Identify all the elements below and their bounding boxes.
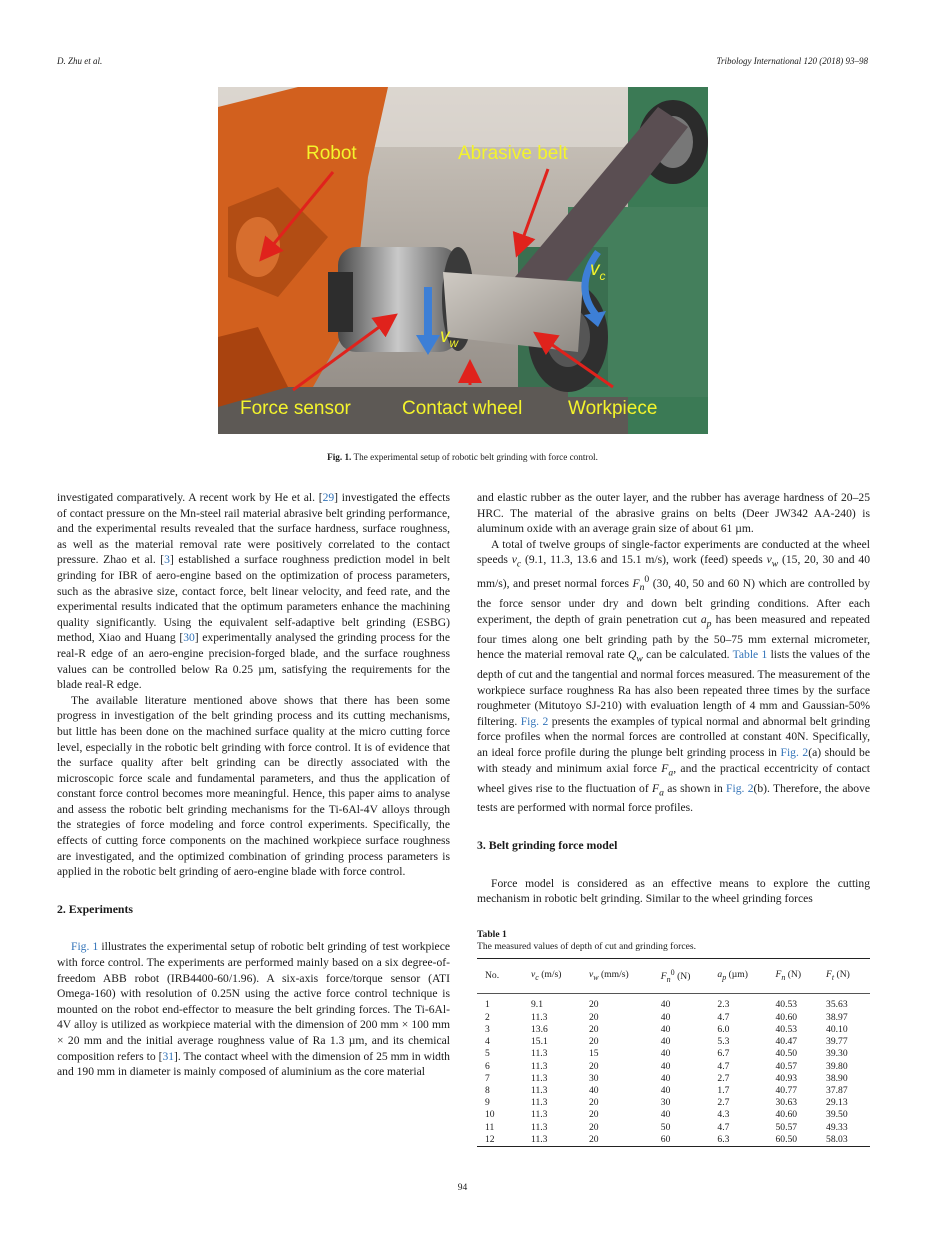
table-header-row xyxy=(477,958,870,994)
ref-29-link[interactable]: 29 xyxy=(322,491,335,504)
table-row: 7 11.3 30 40 2.7 40.93 38.90 xyxy=(485,1072,848,1084)
label-workpiece: Workpiece xyxy=(568,398,658,419)
label-contact-wheel: Contact wheel xyxy=(402,398,523,419)
table-row: 3 13.6 20 40 6.0 40.53 40.10 xyxy=(485,1023,848,1035)
col-vc: $v_c$ (m/s) xyxy=(531,968,562,982)
ref-30-link[interactable]: 30 xyxy=(183,631,195,645)
table-body xyxy=(477,994,870,1146)
label-vw-sub: w xyxy=(449,336,459,350)
table-row: 10 11.3 20 40 4.3 40.60 39.50 xyxy=(485,1109,848,1121)
running-header-journal: Tribology International 120 (2018) 93–98 xyxy=(716,56,868,66)
col-fn: $F_n$ (N) xyxy=(775,968,802,982)
figure-1-caption xyxy=(0,452,925,462)
section-2-heading: 2. Experiments xyxy=(57,901,134,916)
vw-arrow-shaft xyxy=(424,287,432,337)
left-column xyxy=(57,490,450,1080)
experimental-setup-illustration xyxy=(218,87,708,434)
table-row: 5 11.3 15 40 6.7 40.50 39.30 xyxy=(485,1048,848,1060)
fig-1-link[interactable]: Fig. 1 xyxy=(71,940,99,954)
col-ft: $F_t$ (N) xyxy=(826,968,850,982)
table-row: 11 11.3 20 50 4.7 50.57 49.33 xyxy=(485,1121,848,1133)
col-ap: $a_p$ (µm) xyxy=(717,968,748,982)
table-row: 4 15.1 20 40 5.3 40.47 39.77 xyxy=(485,1036,848,1048)
label-abrasive-belt: Abrasive belt xyxy=(458,143,568,164)
table-row: 8 11.3 40 40 1.7 40.77 37.87 xyxy=(485,1084,848,1096)
section-3-heading: 3. Belt grinding force model xyxy=(477,838,618,853)
table-row: 1 9.1 20 40 2.3 40.53 35.63 xyxy=(485,999,848,1011)
col-fn0: $F_n^0$ (N) xyxy=(660,967,691,984)
caption-prefix: Fig. 1. xyxy=(327,452,352,462)
caption-text: The experimental setup of robotic belt grinding with force control. xyxy=(353,452,598,462)
ref-3-link[interactable]: 3 xyxy=(164,553,170,567)
paragraph-experiments-2: and elastic rubber as the outer layer, and the rubber has average hardness of 20–25 HRC. The material of the abrasive grains on belts (Deer JW342 AA-240) is aluminum oxide with an average grain size of about 61 µm. xyxy=(477,491,870,536)
fig-2b-link[interactable]: Fig. 2 xyxy=(726,781,754,795)
fig-2-link[interactable]: Fig. 2 xyxy=(520,714,549,728)
label-vw-sym: v xyxy=(440,326,450,347)
paragraph-experiments-1: Fig. 1 illustrates the experimental setup of robotic belt grinding of test workpiece with force control. The experiments are performed mainly based on a six degree-of-freedom ABB robot (IRB4400-60/1.96). A six-axis force/torque sensor (ATI Omega-160) with resolution of 0.25N using the active force control technique is mounted on the robot end-effector to measure the belt grinding forces. The Ti-6Al-4V alloy is utilized as workpiece material with the dimension of 200 mm × 100 mm × 20 mm and the initial average roughness value of Ra 1.3 µm, and its chemical composition refers to [31]. The contact wheel with the dimension of 25 mm in width and 190 mm in diameter is mainly composed of aluminium as the core material xyxy=(57,940,450,1079)
paragraph-force-model: Force model is considered as an effective means to explore the cutting mechanism in robotic belt grinding. Similar to the wheel grinding forces xyxy=(477,876,870,906)
page-number: 94 xyxy=(457,1183,468,1193)
table-1-label: Table 1 xyxy=(477,928,507,940)
paragraph-literature-1: investigated comparatively. A recent work by He et al. [29] investigated the effects of contact pressure on the Mn-steel rail material abrasive belt grinding performance, and the experimental results revealed that the surface hardness, surface roughness, as well as the material removal rate were positively correlated to the contact pressure. Zhao et al. [3] established a surface roughness prediction model in belt grinding for IBR of aero-engine based on the optimization of process parameters, such as the abrasive size, contact force, belt linear velocity, and feed rate, and the experimental results indicated that the optimum parameters enhance the machining quality significantly. Using the equivalent self-adaptive belt grinding (ESBG) method, Xiao and Huang [30] experimentally analysed the grinding process for the real-R edge of an aero-engine precision-forged blade, and the surface roughness values can be controlled below Ra 0.25 µm, satisfying the requirements for the blade real-R edge. xyxy=(57,491,450,692)
right-column xyxy=(477,490,870,1147)
ref-31-link[interactable]: 31 xyxy=(162,1049,175,1063)
col-vw: $v_w$ (mm/s) xyxy=(588,968,629,982)
label-vc-sym: v xyxy=(590,259,600,280)
table-1-link[interactable]: Table 1 xyxy=(732,648,768,662)
label-vc-sub: c xyxy=(599,269,606,283)
col-no: No. xyxy=(485,970,500,982)
table-row: 2 11.3 20 40 4.7 40.60 38.97 xyxy=(485,1011,848,1023)
table-row: 12 11.3 20 60 6.3 60.50 58.03 xyxy=(477,1134,870,1147)
table-1-caption: The measured values of depth of cut and grinding forces. xyxy=(477,941,696,953)
table-1-title xyxy=(477,929,870,954)
table-row: 9 11.3 20 30 2.7 30.63 29.13 xyxy=(485,1097,848,1109)
paragraph-literature-2: The available literature mentioned above shows that there has been some progress in investigation of the belt grinding process and its cutting mechanisms, but little has been done on the machined surface quality at the micro cutting force level, especially in the robotic belt grinding with force control. It is of evidence that the surface quality after belt grinding can be directly associated with the microscopic force scale and fundamental parameters, and thus the application of constant force control becomes more meaningful. Hence, this paper aims to analyse and assess the robotic belt grinding mechanisms for the Ti-6Al-4V alloys through the strategies of force modeling and force control experiments. Specifically, the effects of cutting force components on the machined workpiece surface roughness are investigated, and the optimized combination of grinding process parameters is applied in the robotic belt grinding of aero-engine blade with force control. xyxy=(57,693,450,879)
label-robot: Robot xyxy=(306,143,357,164)
figure-1-photo xyxy=(218,87,708,434)
fig-2a-link[interactable]: Fig. 2 xyxy=(780,746,809,760)
table-row: 6 11.3 20 40 4.7 40.57 39.80 xyxy=(485,1060,848,1072)
label-force-sensor: Force sensor xyxy=(240,398,351,419)
table-1 xyxy=(477,958,870,1147)
paragraph-experiments-3: A total of twelve groups of single-factor experiments are conducted at the wheel speeds $v_c$ (9.1, 11.3, 13.6 and 15.1 m/s), work (feed) speeds $v_w$ (15, 20, 30 and 40 mm/s), and preset normal forces $F_n^0$ (30, 40, 50 and 60 N) which are controlled by the force sensor under dry and down belt grinding conditions. After each experiment, the depth of grain penetration cut $a_p$ has been measured and repeated four times along one belt grinding path by the 50–75 mm external micrometer, hence the material removal rate $Q_w$ can be calculated. Table 1 lists the values of the depth of cut and the tangential and normal forces measured. The measurement of the workpiece surface roughness Ra has also been repeated three times by the surface roughmeter (Mitutoyo SJ-210) with evaluation length of 4 mm and Gaussian-50% filtering. Fig. 2 presents the examples of typical normal and abnormal belt grinding force profiles when the normal forces are controlled at constant 40N. Specifically, an ideal force profile during the plunge belt grinding process in Fig. 2(a) should be with steady and minimum axial force $F_a$, and the practical eccentricity of contact wheel gives rise to the fluctuation of $F_a$ as shown in Fig. 2(b). Therefore, the above tests are performed with normal force profiles. xyxy=(477,537,871,815)
running-header-authors: D. Zhu et al. xyxy=(57,56,103,66)
